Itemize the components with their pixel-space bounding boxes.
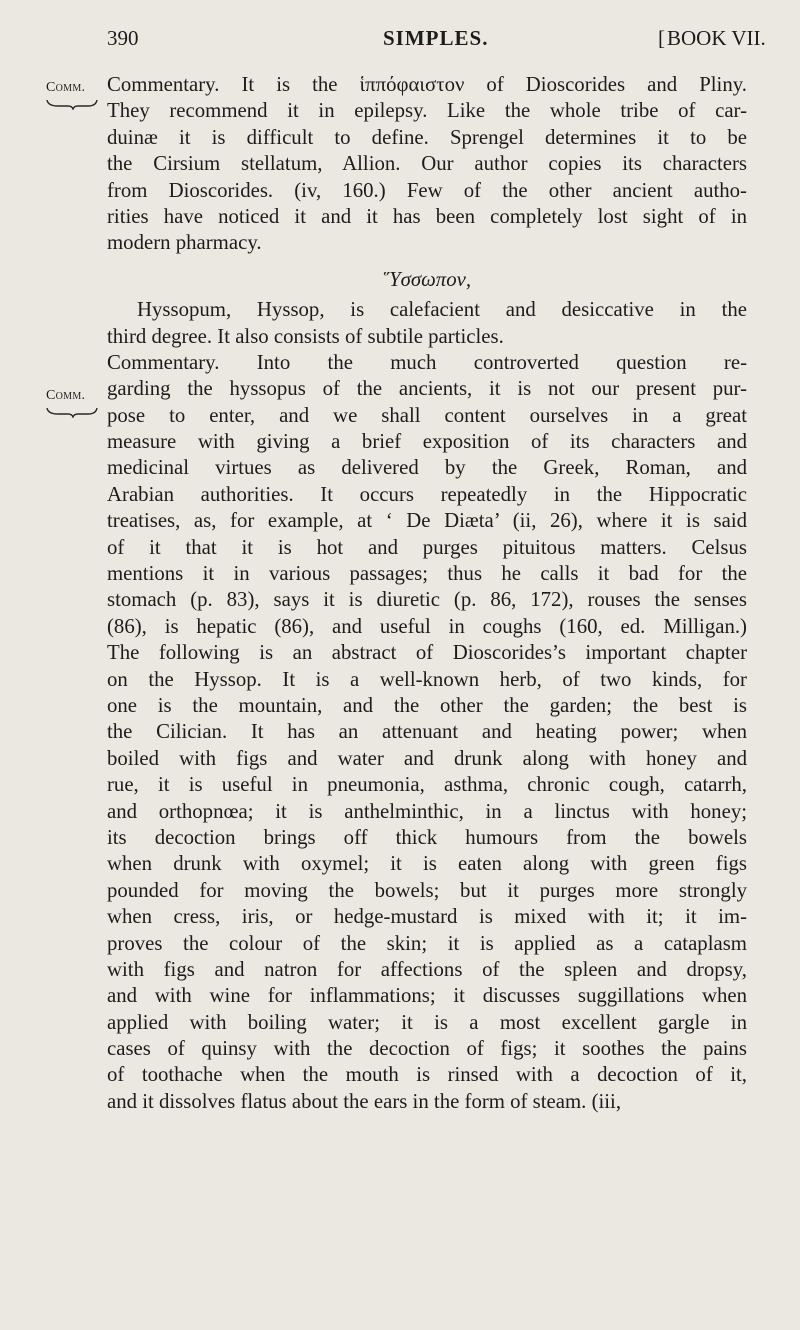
text-line: stomach (p. 83), says it is diuretic (p. 86, 172), rouses the senses <box>107 588 747 612</box>
commentary-section-1 <box>107 72 747 257</box>
text-line: when drunk with oxymel; it is eaten along with green figs <box>107 852 747 876</box>
text-line: and with wine for inflammations; it discusses suggillations when <box>107 984 747 1008</box>
text-line: medicinal virtues as delivered by the Greek, Roman, and <box>107 456 747 480</box>
text-line: of it that it is hot and purges pituitous matters. Celsus <box>107 535 747 559</box>
text-line: when cress, iris, or hedge-mustard is mixed with it; it im- <box>107 905 747 929</box>
text-line: modern pharmacy. <box>107 231 262 255</box>
entry-heading: Ὕσσωπον, <box>382 267 472 291</box>
text-line: applied with boiling water; it is a most excellent gargle in <box>107 1010 747 1034</box>
text-line: its decoction brings off thick humours from the bowels <box>107 825 747 849</box>
text-line: pounded for moving the bowels; but it purges more strongly <box>107 878 747 902</box>
text-line: mentions it in various passages; thus he calls it bad for the <box>107 562 747 586</box>
margin-note-comm-2: Comm. <box>46 388 86 403</box>
text-line: (86), is hepatic (86), and useful in coughs (160, ed. Milligan.) <box>107 614 747 638</box>
text-line: with figs and natron for affections of the spleen and dropsy, <box>107 957 747 981</box>
margin-brace-1 <box>46 98 98 110</box>
text-line: and it dissolves flatus about the ears in the form of steam. (iii, <box>107 1089 622 1113</box>
text-line: Commentary. Into the much controverted question re- <box>107 350 747 374</box>
text-line: rities have noticed it and it has been completely lost sight of in <box>107 204 747 228</box>
text-line: of toothache when the mouth is rinsed with a decoction of it, <box>107 1063 747 1087</box>
text-line: proves the colour of the skin; it is applied as a cataplasm <box>107 931 747 955</box>
text-line: pose to enter, and we shall content ourselves in a great <box>107 403 747 427</box>
text-line: Hyssopum, Hyssop, is calefacient and desiccative in the <box>137 298 747 322</box>
hyssop-entry <box>107 297 747 350</box>
text-line: from Dioscorides. (iv, 160.) Few of the other ancient autho- <box>107 178 747 202</box>
margin-brace-2 <box>46 406 98 418</box>
text-line: The following is an abstract of Dioscorides’s important chapter <box>107 641 747 665</box>
book-label <box>658 26 766 51</box>
running-title: SIMPLES. <box>383 26 489 50</box>
text-line: third degree. It also consists of subtile particles. <box>107 324 504 348</box>
page-number: 390 <box>107 26 139 50</box>
text-line: They recommend it in epilepsy. Like the whole tribe of car- <box>107 99 747 123</box>
book-bracket: [ <box>658 26 665 50</box>
book-number: BOOK VII. <box>667 26 766 50</box>
text-line: the Cirsium stellatum, Allion. Our author copies its characters <box>107 152 747 176</box>
text-line: on the Hyssop. It is a well-known herb, of two kinds, for <box>107 667 747 691</box>
text-line: and orthopnœa; it is anthelminthic, in a linctus with honey; <box>107 799 747 823</box>
commentary-section-2 <box>107 350 747 1115</box>
text-line: the Cilician. It has an attenuant and heating power; when <box>107 720 747 744</box>
text-line: cases of quinsy with the decoction of figs; it soothes the pains <box>107 1037 747 1061</box>
text-line: Arabian authorities. It occurs repeatedly in the Hippocratic <box>107 482 747 506</box>
page-header <box>0 26 800 56</box>
text-line: duinæ it is difficult to define. Sprengel determines it to be <box>107 125 747 149</box>
text-line: measure with giving a brief exposition of its characters and <box>107 430 747 454</box>
text-line: treatises, as, for example, at ‘ De Diæta’ (ii, 26), where it is said <box>107 509 747 533</box>
text-line: garding the hyssopus of the ancients, it is not our present pur- <box>107 377 747 401</box>
text-line: boiled with figs and water and drunk along with honey and <box>107 746 747 770</box>
margin-note-comm-1: Comm. <box>46 80 86 95</box>
text-line: Commentary. It is the ἱππόφαιστον of Dioscorides and Pliny. <box>107 73 747 96</box>
text-line: rue, it is useful in pneumonia, asthma, chronic cough, catarrh, <box>107 773 747 797</box>
text-line: one is the mountain, and the other the garden; the best is <box>107 693 747 717</box>
page-body <box>107 72 747 1115</box>
